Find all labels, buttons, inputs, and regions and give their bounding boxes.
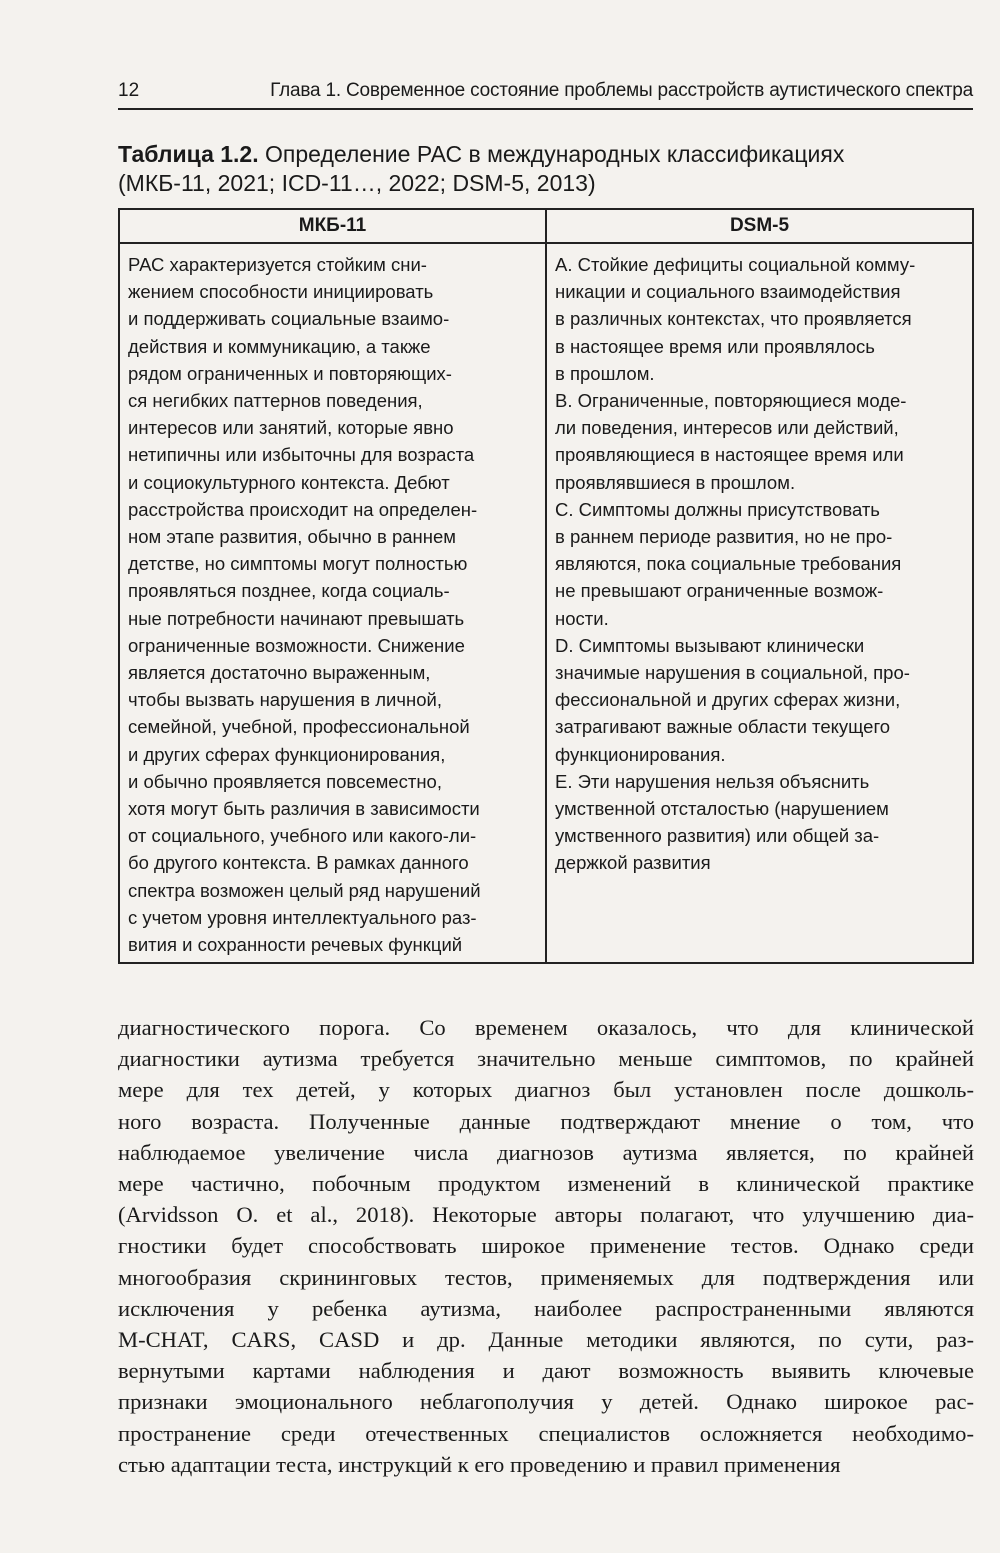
icd11-text-line: с учетом уровня интеллектуального раз- [128,906,477,928]
dsm5-criteria-cell [546,243,973,963]
icd11-text-line: вития и сохранности речевых функций [128,934,463,956]
dsm5-text-line: в настоящее время или проявлялось [555,335,875,357]
icd11-text-line: ном этапе развития, обычно в раннем [128,526,456,548]
dsm5-text-line: затрагивают важные области текущего [555,716,891,738]
icd11-text-line: рядом ограниченных и повторяющих- [128,362,452,384]
table-caption [118,140,973,198]
header-icd11: МКБ-11 [119,209,546,243]
table-header-row [119,209,973,243]
dsm5-text-line: умственной отсталостью (нарушением [555,798,889,820]
icd11-text-line: бо другого контекста. В рамках данного [128,852,469,874]
body-text-line: исключения у ребенка аутизма, наиболее распространенными являются [118,1295,974,1321]
dsm5-text-line: держкой развития [555,852,711,874]
icd11-text-line: и социокультурного контекста. Дебют [128,471,450,493]
icd11-text-line: жением способности инициировать [128,281,434,303]
table-row [119,243,973,963]
header-dsm5: DSM-5 [546,209,973,243]
icd11-text-line: детстве, но симптомы могут полностью [128,553,468,575]
dsm5-text-line: в прошлом. [555,362,655,384]
dsm5-text-line: значимые нарушения в социальной, про- [555,662,910,684]
dsm5-text-line: фессиональной и других сферах жизни, [555,689,901,711]
body-text-line: (Arvidsson O. et al., 2018). Некоторые авторы полагают, что улучшению диа- [118,1202,974,1228]
icd11-text-line: нетипичны или избыточны для возраста [128,444,475,466]
dsm5-text-line: D. Симптомы вызывают клинически [555,634,865,656]
icd11-text-line: интересов или занятий, которые явно [128,417,454,439]
icd11-text-line: семейной, учебной, профессиональной [128,716,470,738]
dsm5-text-line: функционирования. [555,743,726,765]
dsm5-text-line: никации и социального взаимодействия [555,281,901,303]
body-text-line: стью адаптации теста, инструкций к его проведению и правил применения [118,1451,841,1477]
body-text-line: наблюдаемое увеличение числа диагнозов аутизма является, по крайней [118,1139,974,1165]
dsm5-text-line: ли поведения, интересов или действий, [555,417,899,439]
body-text [118,1012,974,1480]
icd11-text-line: ные потребности начинают превышать [128,607,465,629]
table-caption-sources: (МКБ-11, 2021; ICD-11…, 2022; DSM-5, 2013) [118,170,596,196]
body-text-line: диагностического порога. Со временем оказалось, что для клинической [118,1015,974,1040]
body-text-line: гностики будет способствовать широкое применение тестов. Однако среди [118,1233,974,1259]
dsm5-text-line: A. Стойкие дефициты социальной комму- [555,254,916,275]
table-caption-label: Таблица 1.2. [118,141,259,167]
dsm5-text-line: проявлявшиеся в прошлом. [555,471,796,493]
icd11-text-line: действия и коммуникацию, а также [128,335,431,357]
icd11-text-line: хотя могут быть различия в зависимости [128,798,480,820]
table-caption-title: Определение РАС в международных классификациях [258,141,845,167]
dsm5-text-line: умственного развития) или общей за- [555,825,880,847]
dsm5-text-line: C. Симптомы должны присутствовать [555,498,880,520]
dsm5-text-line: в различных контекстах, что проявляется [555,308,912,330]
icd11-text-line: ся негибких паттернов поведения, [128,390,423,412]
icd11-text-line: и других сферах функционирования, [128,743,446,765]
dsm5-text-line: не превышают ограниченные возмож- [555,580,884,602]
classification-table [118,208,974,964]
icd11-text-line: чтобы вызвать нарушения в личной, [128,689,442,711]
body-text-line: признаки эмоционального неблагополучия у детей. Однако широкое рас- [118,1389,974,1415]
dsm5-text-line: ности. [555,607,609,629]
dsm5-text-line: проявляющиеся в настоящее время или [555,444,904,466]
body-text-line: мере частично, побочным продуктом изменений в клинической практике [118,1171,974,1197]
dsm5-text-line: в раннем периоде развития, но не про- [555,526,893,548]
body-text-line: вернутыми картами наблюдения и дают возможность выявить ключевые [118,1358,974,1384]
body-text-line: многообразия скрининговых тестов, применяемых для подтверждения или [118,1264,974,1290]
body-text-line: M-CHAT, CARS, CASD и др. Данные методики являются, по сути, раз- [118,1327,974,1353]
icd11-text-line: расстройства происходит на определен- [128,498,478,520]
dsm5-text-line: E. Эти нарушения нельзя объяснить [555,770,870,792]
running-header [118,76,973,110]
body-text-line: пространение среди отечественных специалистов осложняется необходимо- [118,1420,974,1446]
dsm5-text-line: B. Ограниченные, повторяющиеся моде- [555,390,907,412]
page-number: 12 [118,80,140,101]
dsm5-text-line: являются, пока социальные требования [555,553,902,575]
icd11-text-line: и поддерживать социальные взаимо- [128,308,450,330]
icd11-text-line: ограниченные возможности. Снижение [128,634,465,656]
icd11-text-line: от социального, учебного или какого-ли- [128,825,477,847]
body-text-line: мере для тех детей, у которых диагноз был установлен после дошколь- [118,1077,974,1103]
icd11-text-line: проявляться позднее, когда социаль- [128,580,450,602]
icd11-text-line: спектра возможен целый ряд нарушений [128,879,481,901]
icd11-text-line: и обычно проявляется повсеместно, [128,770,442,792]
body-text-line: диагностики аутизма требуется значительно меньше симптомов, по крайней [118,1046,974,1072]
icd11-text-line: РАС характеризуется стойким сни- [128,254,427,275]
chapter-title: Глава 1. Современное состояние проблемы расстройств аутистического спектра [270,80,973,101]
icd11-text-line: является достаточно выраженным, [128,662,431,684]
icd11-definition-cell [119,243,546,963]
body-text-line: ного возраста. Полученные данные подтверждают мнение о том, что [118,1108,974,1134]
